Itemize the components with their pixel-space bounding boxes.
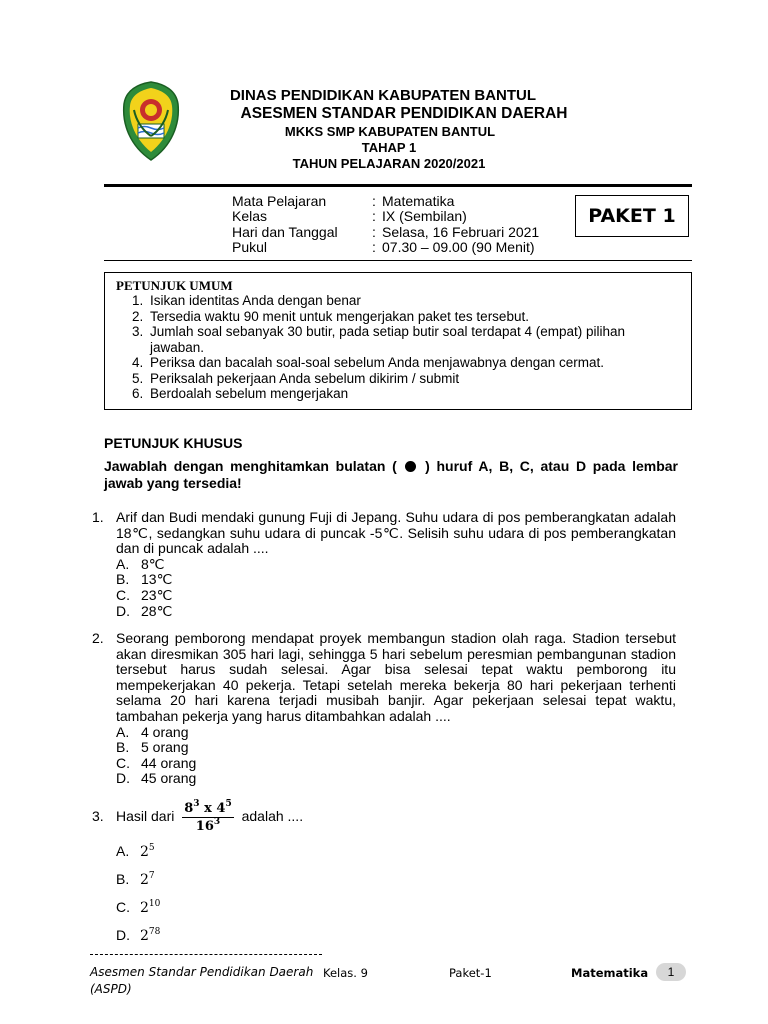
answer-option: D. 28℃ [116,602,173,619]
answer-option: C. $2^{10}$ [116,899,161,916]
question-text: Seorang pemborong mendapat proyek membangun stadion olah raga. Stadion tersebut akan diresmikan 305 hari lagi, sehingga 5 hari sebelum peresmian pembangunan stadion tersebut harus sudah selesai. Agar bisa selesai tepat waktu pemborong itu mempekerjakan 40 pekerja. Tetapi setelah mereka bekerja 80 hari pekerjaan terhenti selama 20 hari karena terjadi musibah banjir. Agar pekerjaan selesai tepat waktu, tambahan pekerja yang harus ditambahkan adalah .... [116,630,676,724]
special-instructions-text: Jawablah dengan menghitamkan bulatan ( ) huruf A, B, C, atau D pada lembar jawab yang tersedia! [104,458,679,491]
question-1: 1. Arif dan Budi mendaki gunung Fuji di Jepang. Suhu udara di pos pemberangkatan adalah 18℃, sedangkan suhu udara di puncak -5℃. Selisih suhu udara di pos pemberangkatan dan di puncak adalah .... A. 8℃ B. 13℃ C. 23℃ D. 28℃ [92,509,676,619]
header-line-1: DINAS PENDIDIKAN KABUPATEN BANTUL [229,87,537,104]
header-line-3: MKKS SMP KABUPATEN BANTUL [284,124,496,139]
question-2: 2. Seorang pemborong mendapat proyek membangun stadion olah raga. Stadion tersebut akan diresmikan 305 hari lagi, sehingga 5 hari sebelum peresmian pembangunan stadion tersebut harus sudah selesai. Agar bisa selesai tepat waktu pemborong itu mempekerjakan 40 pekerja. Tetapi setelah mereka bekerja 80 hari pekerjaan terhenti selama 20 hari karena terjadi musibah banjir. Agar pekerjaan selesai tepat waktu, tambahan pekerja yang harus ditambahkan adalah .... A. 4 orang B. 5 orang C. 44 orang D. 45 orang [92,630,676,787]
footer-paket: Paket-1 [449,966,492,980]
list-item: 6. Berdoalah sebelum mengerjakan [132,386,349,401]
page-number-badge: 1 [656,963,686,981]
answer-options [116,725,676,787]
answer-option: D. 45 orang [116,770,197,787]
general-instructions-list [132,293,652,402]
filled-circle-icon [405,461,416,472]
answer-option: C. 23℃ [116,586,173,603]
list-item: 4. Periksa dan bacalah soal-soal sebelum Anda menjawabnya dengan cermat. [132,355,605,370]
info-divider [104,260,692,261]
footer-subject: Matematika [571,966,649,980]
answer-option: B. 5 orang [116,739,189,756]
general-instructions-title: PETUNJUK UMUM [116,278,233,293]
list-item: 3. Jumlah soal sebanyak 30 butir, pada setiap butir soal terdapat 4 (empat) pilihan jawaban. [132,324,626,355]
answer-options [116,557,676,619]
special-instructions-title: PETUNJUK KHUSUS [104,435,243,451]
header-line-4: TAHAP 1 [361,140,417,155]
footer-kelas: Kelas. 9 [323,966,368,980]
header-line-2: ASESMEN STANDAR PENDIDIKAN DAERAH [240,105,568,122]
header-divider [104,184,692,187]
list-item: 5. Periksalah pekerjaan Anda sebelum dikirim / submit [132,370,460,386]
answer-option: A. $2^5$ [116,843,155,860]
answer-option: B. $2^7$ [116,871,155,888]
answer-option: D. $2^{78}$ [116,927,161,944]
header-line-5: TAHUN PELAJARAN 2020/2021 [292,156,486,171]
answer-option: B. 13℃ [116,571,173,588]
fraction: $\frac{8^3 x 4^5}{16^3}$ [184,799,232,834]
list-item: 2. Tersedia waktu 90 menit untuk mengerjakan paket tes tersebut. [132,308,529,324]
answer-option: C. 44 orang [116,754,197,771]
footer-divider [90,954,322,955]
footer-exam-name: Asesmen Standar Pendidikan Daerah (ASPD) [90,965,314,996]
answer-option: A. 8℃ [116,555,165,572]
list-item: 1. Isikan identitas Anda dengan benar [132,293,361,308]
question-3: 3. Hasil dari $\frac{8^3 x 4^5}{16^3}$ adalah .... [92,799,304,834]
answer-option: A. 4 orang [116,723,189,740]
question-text: Arif dan Budi mendaki gunung Fuji di Jepang. Suhu udara di pos pemberangkatan adalah 18℃, sedangkan suhu udara di puncak -5℃. Selisih suhu udara di pos pemberangkatan dan di puncak adalah .... [116,509,676,557]
paket-box: PAKET 1 [575,195,689,237]
